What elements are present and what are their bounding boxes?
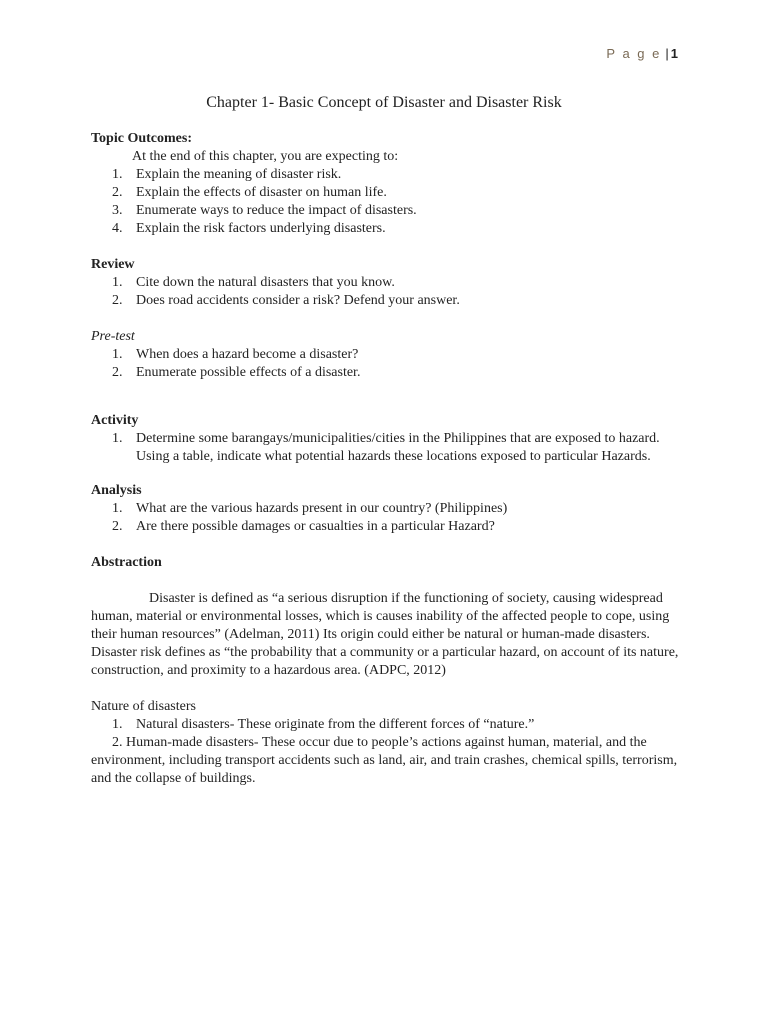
- list-item: [91, 202, 681, 220]
- list-item-text: When does a hazard become a disaster?: [136, 347, 359, 362]
- list-item-number: 3.: [112, 203, 123, 218]
- review-heading: Review: [91, 257, 135, 272]
- list-item-text: Explain the effects of disaster on human life.: [136, 185, 387, 200]
- list-item-number: 1.: [112, 167, 123, 182]
- list-item-text: Determine some barangays/municipalities/cities in the Philippines that are exposed to hazard. Using a table, indicate what potential hazards these locations exposed to particular Hazards.: [136, 431, 660, 464]
- list-item: [91, 716, 681, 734]
- topic-outcomes-intro: At the end of this chapter, you are expecting to:: [132, 149, 399, 164]
- page-number: 1: [670, 46, 678, 61]
- page-label: P a g e: [606, 46, 662, 61]
- activity-heading: Activity: [91, 413, 139, 428]
- list-item-number: 1.: [112, 717, 123, 732]
- list-item-text: Cite down the natural disasters that you know.: [136, 275, 395, 290]
- pretest-list: [91, 346, 681, 382]
- list-item-number: 1.: [112, 501, 123, 516]
- list-item-text: Enumerate possible effects of a disaster.: [136, 365, 361, 380]
- list-item: [91, 518, 681, 536]
- list-item: [91, 364, 681, 382]
- list-item-number: 1.: [112, 431, 123, 446]
- nature-heading: Nature of disasters: [91, 699, 196, 714]
- list-item: [91, 184, 681, 202]
- list-item-text: Explain the meaning of disaster risk.: [136, 167, 342, 182]
- list-item: [91, 346, 681, 364]
- abstraction-heading: Abstraction: [91, 555, 162, 570]
- list-item-number: 2.: [112, 519, 123, 534]
- list-item-text: Does road accidents consider a risk? Defend your answer.: [136, 293, 460, 308]
- analysis-list: [91, 500, 681, 536]
- topic-outcomes-heading: Topic Outcomes:: [91, 131, 192, 146]
- chapter-title: Chapter 1- Basic Concept of Disaster and Disaster Risk: [206, 94, 562, 111]
- list-item: [91, 220, 681, 238]
- document-body: [91, 130, 681, 788]
- list-item-number: 1.: [112, 347, 123, 362]
- topic-outcomes-list: [91, 166, 681, 238]
- list-item-number: 2.: [112, 185, 123, 200]
- list-item-text: Are there possible damages or casualties in a particular Hazard?: [136, 519, 495, 534]
- review-list: [91, 274, 681, 310]
- list-item-text: What are the various hazards present in our country? (Philippines): [136, 501, 508, 516]
- list-item: [91, 274, 681, 292]
- nature-item-human-made: 2. Human-made disasters- These occur due to people’s actions against human, material, and the environment, including transport accidents such as land, air, and train crashes, chemical spills, terrorism, and the collapse of buildings.: [91, 735, 678, 786]
- list-item-text: Natural disasters- These originate from the different forces of “nature.”: [136, 717, 535, 732]
- list-item-text: Enumerate ways to reduce the impact of disasters.: [136, 203, 417, 218]
- page-header: [606, 46, 678, 61]
- list-item: [91, 292, 681, 310]
- activity-list: [91, 430, 681, 466]
- list-item: [91, 500, 681, 518]
- pretest-heading: Pre-test: [91, 329, 135, 344]
- abstraction-paragraph: Disaster is defined as “a serious disruption if the functioning of society, causing widespread human, material or environmental losses, which is causes inability of the affected people to cope, using their human resources” (Adelman, 2011) Its origin could either be natural or human-made disasters. Disaster risk defines as “the probability that a community or a particular hazard, on account of its nature, construction, and proximity to a hazardous area. (ADPC, 2012): [91, 591, 679, 678]
- list-item-number: 4.: [112, 221, 123, 236]
- analysis-heading: Analysis: [91, 483, 142, 498]
- list-item-number: 2.: [112, 365, 123, 380]
- list-item: [91, 430, 681, 466]
- page-separator: |: [665, 46, 669, 61]
- list-item: [91, 166, 681, 184]
- list-item-text: Explain the risk factors underlying disasters.: [136, 221, 386, 236]
- list-item-number: 2.: [112, 293, 123, 308]
- list-item-number: 1.: [112, 275, 123, 290]
